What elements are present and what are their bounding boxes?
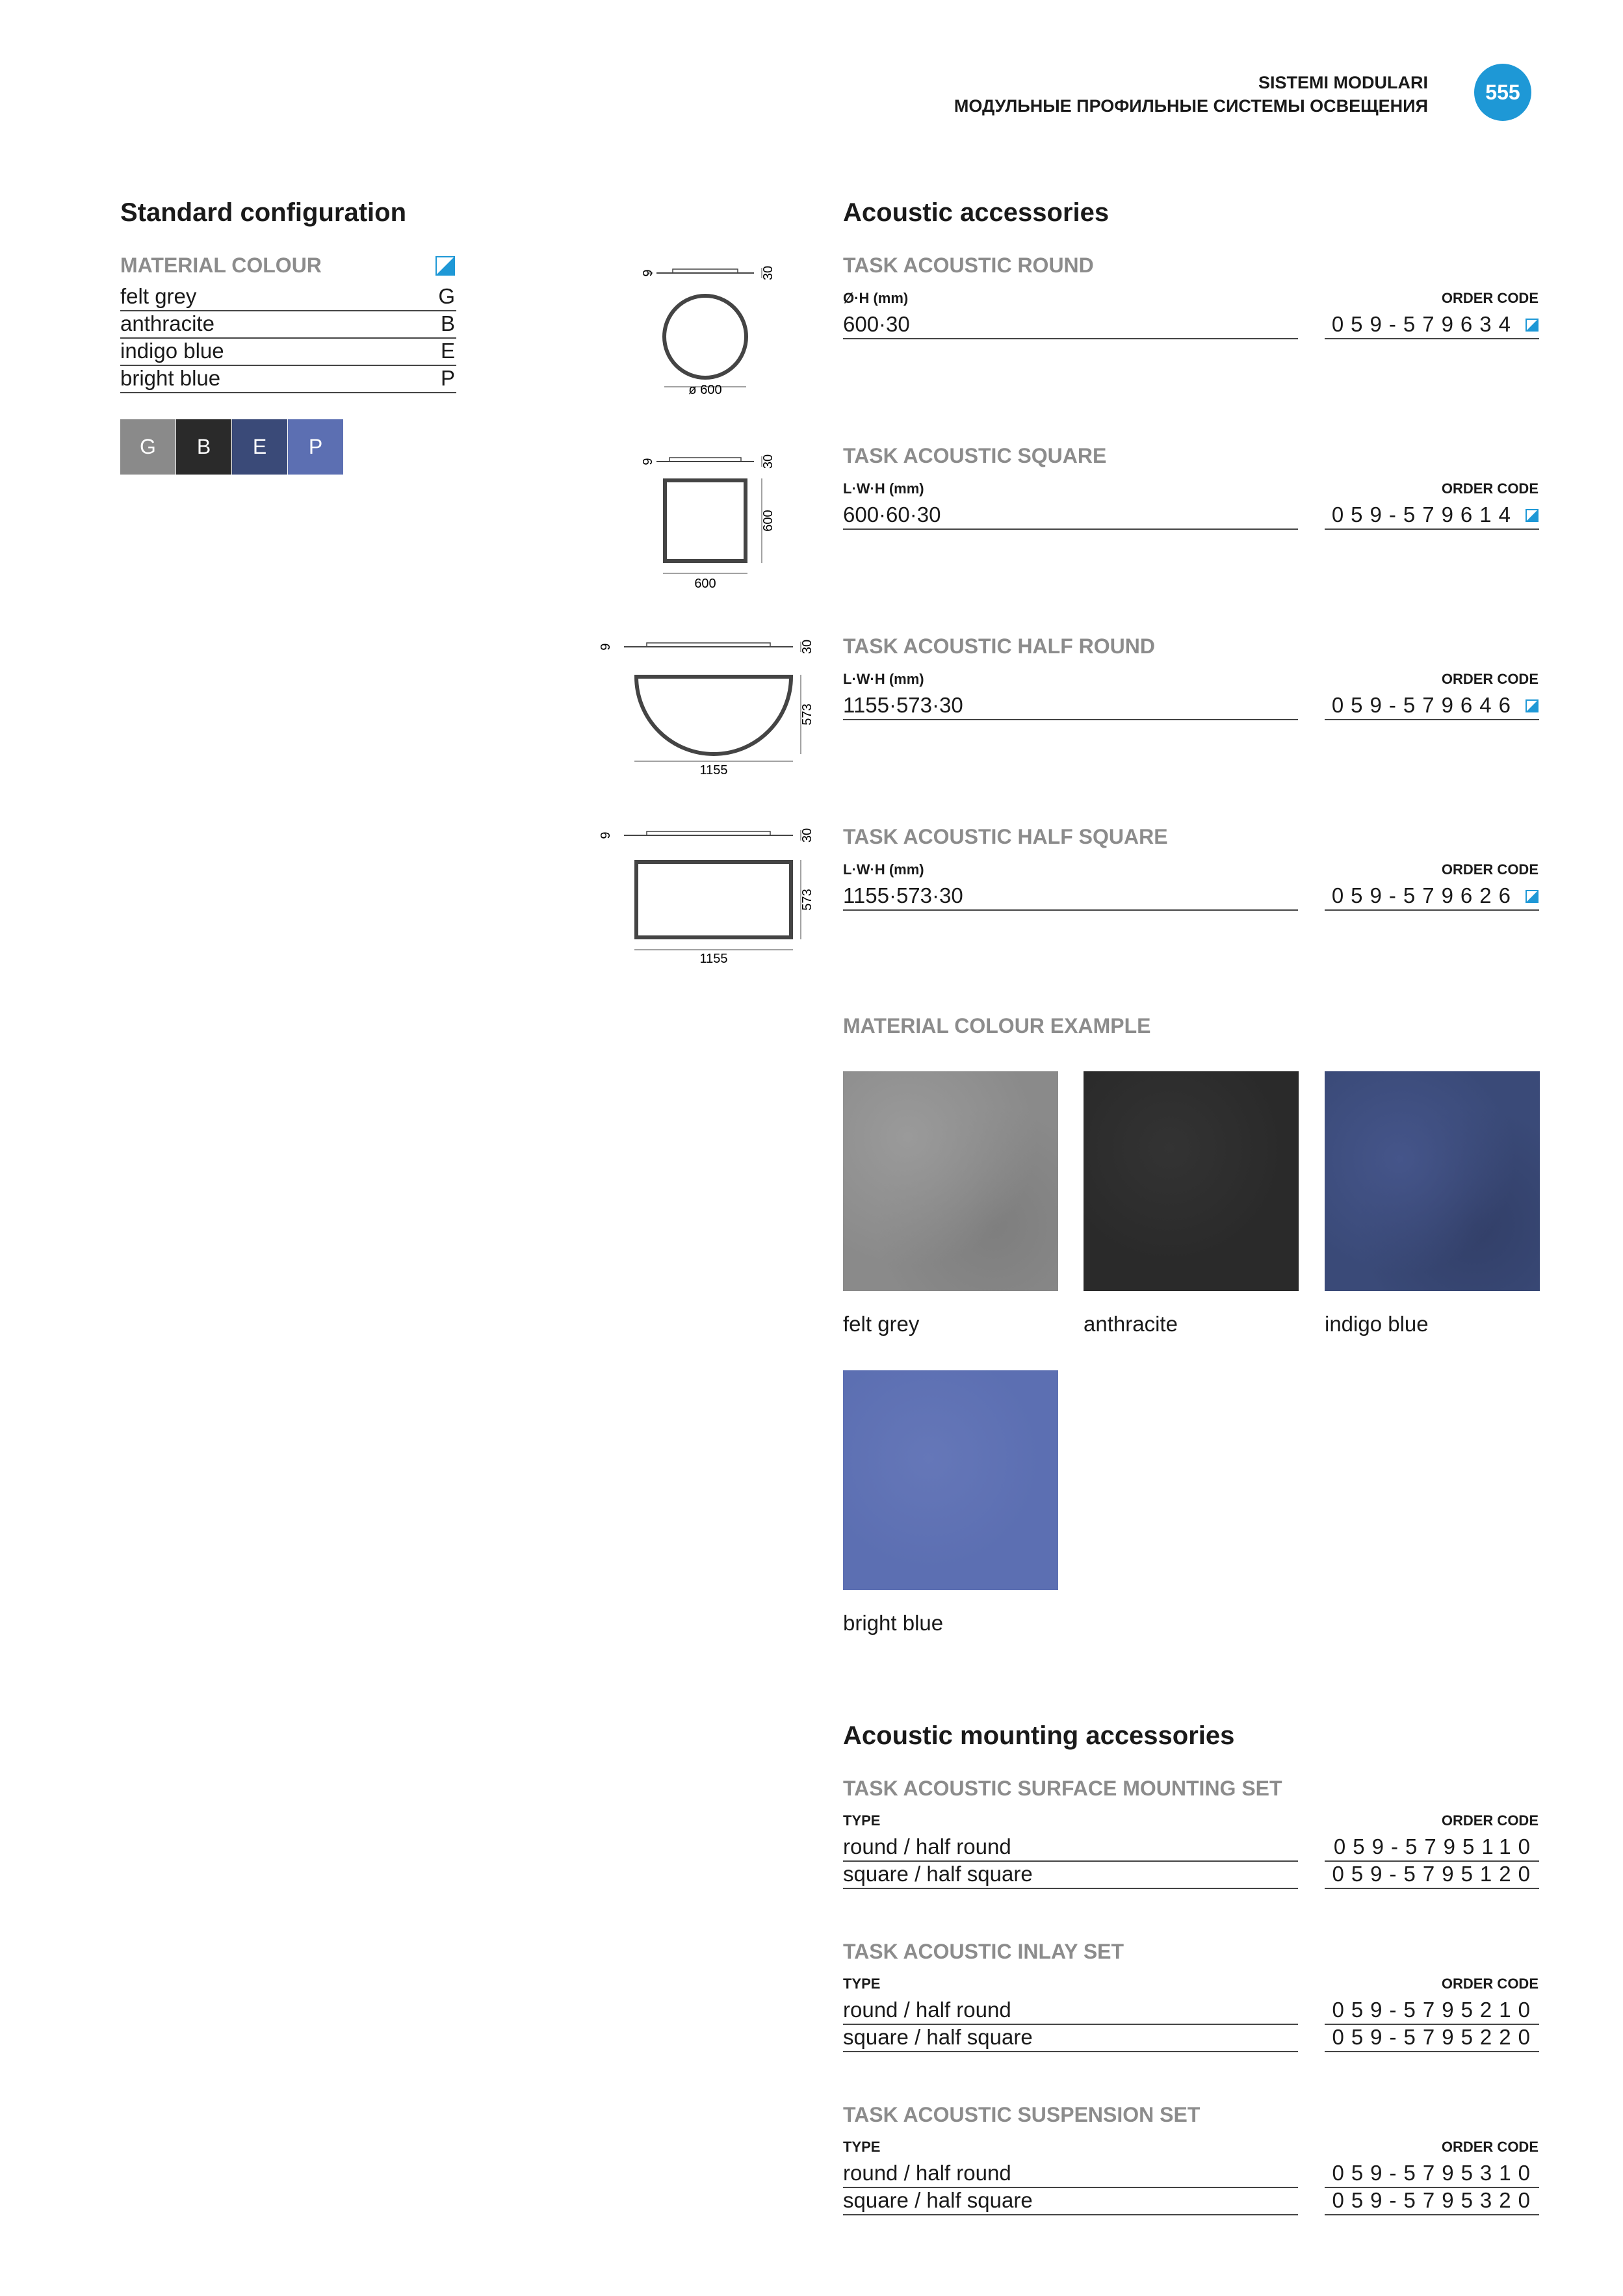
material-name: felt grey — [120, 284, 197, 308]
mounting-set-name: TASK ACOUSTIC SUSPENSION SET — [843, 2103, 1201, 2126]
header-line-2: МОДУЛЬНЫЕ ПРОФИЛЬНЫЕ СИСТЕМЫ ОСВЕЩЕНИЯ — [954, 96, 1428, 116]
dim-label: L·W·H (mm) — [843, 861, 924, 878]
chip-anthracite: B — [176, 419, 231, 475]
half-round-height-label: 30 — [800, 639, 814, 655]
configurable-icon — [1526, 509, 1539, 522]
chip-indigo-blue: E — [232, 419, 287, 475]
half-round-depth-label: 573 — [800, 703, 814, 725]
standard-configuration-title: Standard configuration — [120, 198, 406, 227]
half-square-depth-label: 573 — [800, 889, 814, 911]
header-line-1: SISTEMI MODULARI — [1258, 73, 1428, 92]
material-colour-example-title: MATERIAL COLOUR EXAMPLE — [843, 1014, 1151, 1037]
dim-value: 1155·573·30 — [843, 693, 963, 717]
half-square-width-label: 1155 — [699, 952, 728, 965]
type-label: TYPE — [843, 1812, 881, 1829]
material-code: E — [440, 339, 455, 363]
mounting-set-name: TASK ACOUSTIC INLAY SET — [843, 1940, 1124, 1963]
order-code: 059-5795120 — [1332, 1862, 1537, 1886]
product-name-square: TASK ACOUSTIC SQUARE — [843, 444, 1107, 467]
swatch-bright-blue — [843, 1370, 1058, 1590]
dim-label: Ø·H (mm) — [843, 290, 909, 306]
mounting-type: round / half round — [843, 1998, 1011, 2022]
mounting-type: round / half round — [843, 1834, 1011, 1859]
round-height-label: 30 — [761, 265, 775, 281]
material-colour-label: MATERIAL COLOUR — [120, 254, 322, 277]
swatch-anthracite — [1084, 1071, 1299, 1291]
page-number-badge: 555 — [1474, 64, 1531, 121]
mounting-type: square / half square — [843, 1862, 1033, 1886]
type-label: TYPE — [843, 1976, 881, 1992]
square-thickness-label: 9 — [641, 458, 655, 465]
acoustic-accessories-title: Acoustic accessories — [843, 198, 1110, 227]
drawing-half-square — [591, 822, 825, 965]
dim-value: 1155·573·30 — [843, 883, 963, 907]
order-code-label: ORDER CODE — [1441, 861, 1539, 878]
chip-felt-grey: G — [120, 419, 175, 475]
drawing-square — [624, 449, 793, 598]
material-code: P — [440, 366, 455, 390]
dim-value: 600·30 — [843, 312, 910, 336]
swatch-label: bright blue — [843, 1611, 944, 1635]
configurable-icon — [1526, 699, 1539, 712]
configurable-icon — [435, 256, 455, 276]
half-square-height-label: 30 — [800, 828, 814, 843]
square-height-label: 30 — [761, 454, 775, 469]
order-code: 059-579646 — [1331, 693, 1518, 717]
drawing-round — [624, 260, 793, 410]
dim-label: L·W·H (mm) — [843, 480, 924, 497]
material-row-bright-blue — [120, 365, 456, 393]
material-name: indigo blue — [120, 339, 224, 363]
type-label: TYPE — [843, 2139, 881, 2155]
swatch-label: felt grey — [843, 1312, 920, 1336]
drawing-half-round — [591, 634, 825, 777]
swatch-indigo-blue — [1325, 1071, 1540, 1291]
order-code: 059-579626 — [1331, 883, 1518, 907]
square-depth-label: 600 — [761, 510, 775, 532]
order-code: 059-579634 — [1331, 312, 1518, 336]
product-name-half-round: TASK ACOUSTIC HALF ROUND — [843, 634, 1155, 658]
material-row-anthracite — [120, 310, 456, 339]
mounting-type: square / half square — [843, 2188, 1033, 2212]
round-thickness-label: 9 — [641, 269, 655, 277]
swatch-felt-grey — [843, 1071, 1058, 1291]
material-name: anthracite — [120, 311, 214, 335]
square-width-label: 600 — [694, 577, 716, 591]
half-round-thickness-label: 9 — [599, 643, 613, 651]
chip-bright-blue: P — [288, 419, 343, 475]
order-code-label: ORDER CODE — [1441, 480, 1539, 497]
product-name-half-square: TASK ACOUSTIC HALF SQUARE — [843, 825, 1168, 848]
material-code: B — [440, 311, 455, 335]
configurable-icon — [1526, 319, 1539, 332]
material-row-indigo-blue — [120, 337, 456, 366]
order-code-label: ORDER CODE — [1441, 290, 1539, 306]
half-square-thickness-label: 9 — [599, 831, 613, 839]
configurable-icon — [1526, 890, 1539, 903]
order-code: 059-5795310 — [1332, 2161, 1537, 2185]
mounting-set-name: TASK ACOUSTIC SURFACE MOUNTING SET — [843, 1777, 1282, 1800]
mounting-type: square / half square — [843, 2025, 1033, 2049]
round-diameter-label: ø 600 — [688, 383, 722, 397]
mounting-title: Acoustic mounting accessories — [843, 1721, 1235, 1750]
order-code: 059-579614 — [1331, 502, 1518, 527]
order-code-label: ORDER CODE — [1441, 1976, 1539, 1992]
order-code-label: ORDER CODE — [1441, 2139, 1539, 2155]
material-name: bright blue — [120, 366, 221, 390]
order-code: 059-5795220 — [1332, 2025, 1537, 2049]
material-row-felt-grey — [120, 283, 456, 311]
order-code: 059-5795320 — [1332, 2188, 1537, 2212]
product-name-round: TASK ACOUSTIC ROUND — [843, 254, 1094, 277]
half-round-width-label: 1155 — [699, 763, 728, 777]
swatch-label: anthracite — [1084, 1312, 1178, 1336]
material-code: G — [438, 284, 455, 308]
dim-label: L·W·H (mm) — [843, 671, 924, 687]
swatch-label: indigo blue — [1325, 1312, 1429, 1336]
order-code-label: ORDER CODE — [1441, 671, 1539, 687]
order-code: 059-5795210 — [1332, 1998, 1537, 2022]
mounting-type: round / half round — [843, 2161, 1011, 2185]
dim-value: 600·60·30 — [843, 502, 941, 527]
order-code-label: ORDER CODE — [1441, 1812, 1539, 1829]
order-code: 059-5795110 — [1333, 1834, 1537, 1859]
